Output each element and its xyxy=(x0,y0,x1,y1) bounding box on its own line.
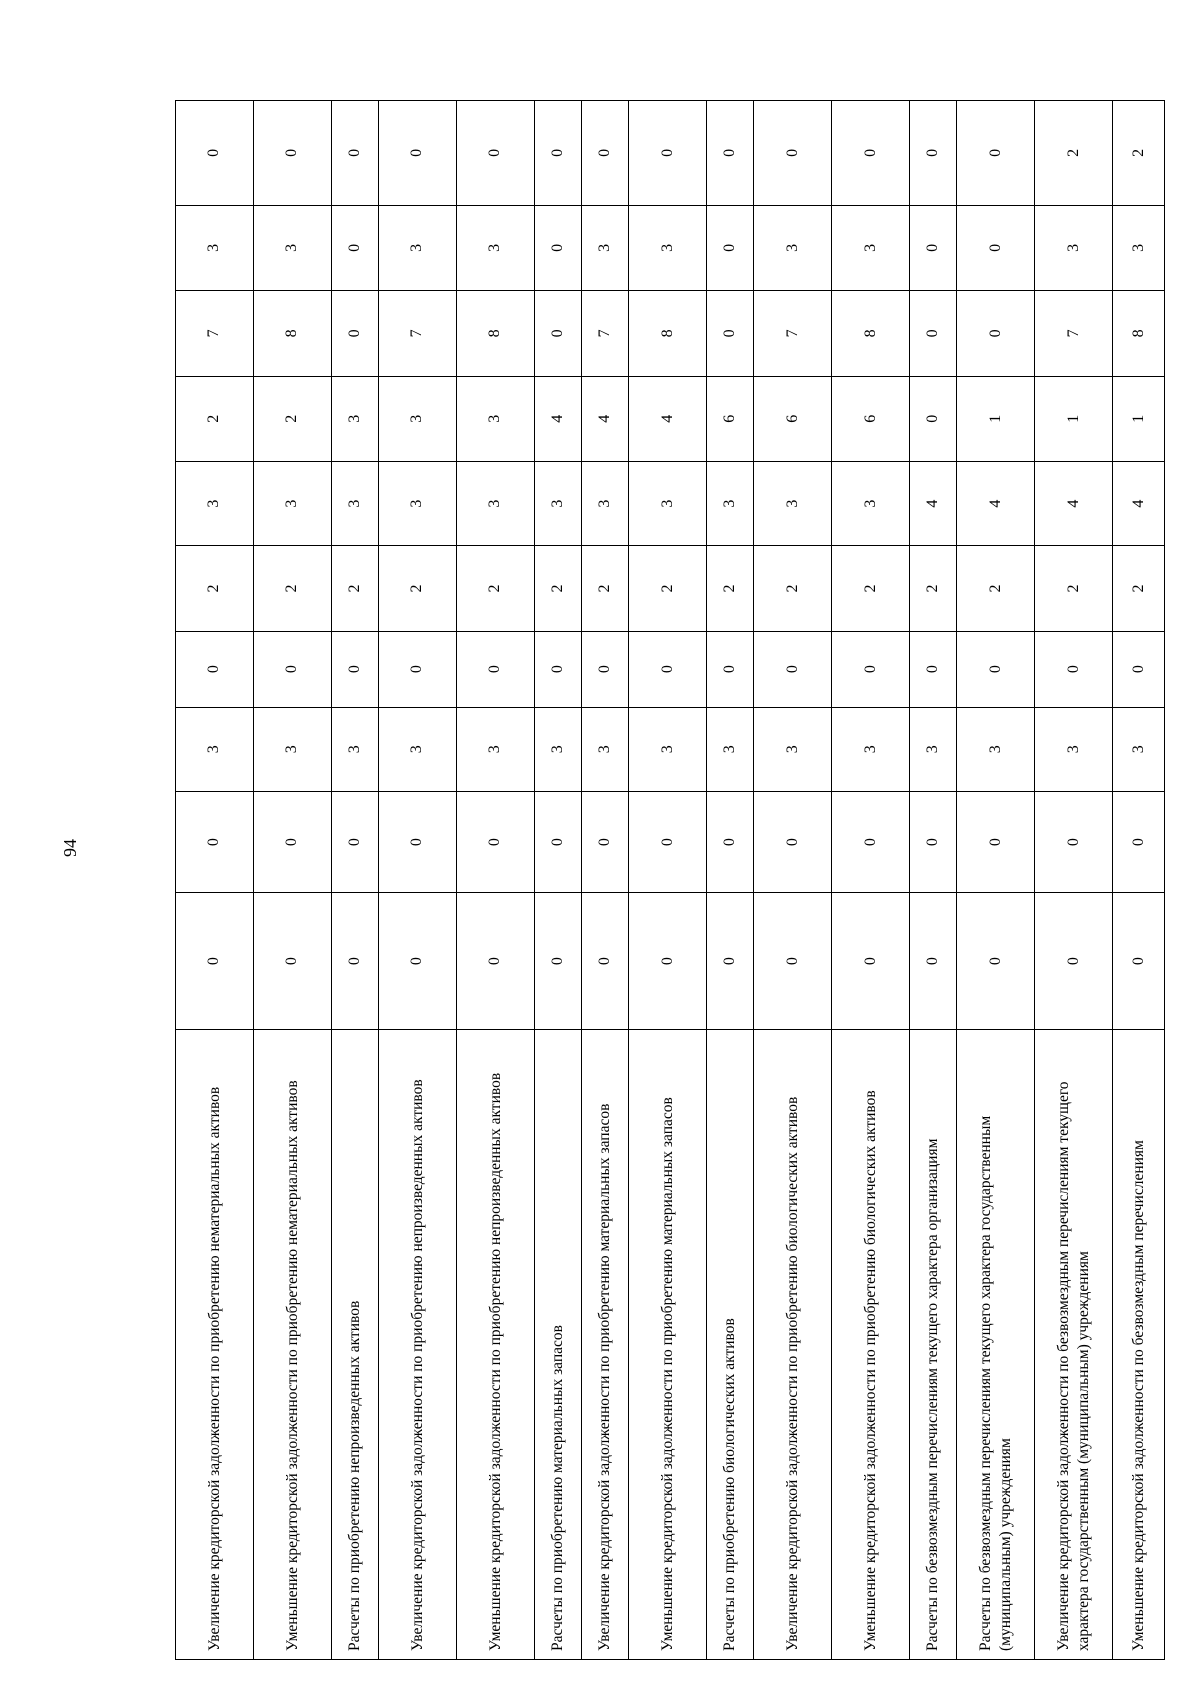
code-cell: 2 xyxy=(707,546,754,631)
code-cell: 0 xyxy=(331,631,378,707)
code-cell: 0 xyxy=(707,205,754,290)
code-cell: 0 xyxy=(534,205,581,290)
code-cell: 2 xyxy=(629,546,707,631)
row-description: Расчеты по приобретению биологических активов xyxy=(707,1030,754,1660)
code-cell: 0 xyxy=(534,631,581,707)
code-cell: 0 xyxy=(1035,791,1113,892)
code-cell: 0 xyxy=(910,205,957,290)
code-cell: 0 xyxy=(754,101,832,206)
code-cell: 3 xyxy=(910,707,957,791)
code-cell: 3 xyxy=(331,707,378,791)
code-cell: 2 xyxy=(176,546,254,631)
code-cell: 3 xyxy=(456,461,534,545)
page-number: 94 xyxy=(60,839,80,857)
table-row xyxy=(1113,101,1165,1660)
code-cell: 0 xyxy=(534,791,581,892)
code-cell: 0 xyxy=(253,791,331,892)
code-cell: 3 xyxy=(456,376,534,461)
table-row xyxy=(176,101,254,1660)
data-table xyxy=(175,100,1165,1660)
code-cell: 0 xyxy=(707,893,754,1030)
code-cell: 3 xyxy=(253,461,331,545)
table-row xyxy=(581,101,628,1660)
code-cell: 3 xyxy=(629,461,707,545)
code-cell: 3 xyxy=(378,461,456,545)
code-cell: 3 xyxy=(629,205,707,290)
code-cell: 3 xyxy=(253,205,331,290)
code-cell: 0 xyxy=(456,631,534,707)
code-cell: 0 xyxy=(378,631,456,707)
code-cell: 3 xyxy=(1113,205,1165,290)
table-row xyxy=(1035,101,1113,1660)
code-cell: 0 xyxy=(754,893,832,1030)
code-cell: 0 xyxy=(957,205,1035,290)
code-cell: 4 xyxy=(629,376,707,461)
code-cell: 3 xyxy=(754,461,832,545)
code-cell: 3 xyxy=(581,205,628,290)
code-cell: 7 xyxy=(176,291,254,376)
code-cell: 0 xyxy=(1035,631,1113,707)
code-cell: 0 xyxy=(331,893,378,1030)
code-cell: 0 xyxy=(957,101,1035,206)
code-cell: 0 xyxy=(957,291,1035,376)
code-cell: 0 xyxy=(910,291,957,376)
code-cell: 0 xyxy=(581,101,628,206)
code-cell: 2 xyxy=(581,546,628,631)
code-cell: 4 xyxy=(1113,461,1165,545)
code-cell: 0 xyxy=(707,631,754,707)
code-cell: 3 xyxy=(832,461,910,545)
code-cell: 0 xyxy=(581,631,628,707)
code-cell: 2 xyxy=(456,546,534,631)
code-cell: 3 xyxy=(456,707,534,791)
code-cell: 3 xyxy=(1035,205,1113,290)
code-cell: 2 xyxy=(176,376,254,461)
code-cell: 0 xyxy=(456,791,534,892)
code-cell: 3 xyxy=(581,707,628,791)
code-cell: 2 xyxy=(1035,546,1113,631)
table-row xyxy=(629,101,707,1660)
code-cell: 3 xyxy=(581,461,628,545)
code-cell: 0 xyxy=(534,893,581,1030)
code-cell: 4 xyxy=(1035,461,1113,545)
code-cell: 0 xyxy=(331,205,378,290)
code-cell: 7 xyxy=(1035,291,1113,376)
code-cell: 4 xyxy=(534,376,581,461)
code-cell: 3 xyxy=(754,205,832,290)
row-description: Расчеты по приобретению непроизведенных активов xyxy=(331,1030,378,1660)
code-cell: 0 xyxy=(629,791,707,892)
code-cell: 3 xyxy=(957,707,1035,791)
code-cell: 3 xyxy=(331,461,378,545)
code-cell: 0 xyxy=(176,893,254,1030)
code-cell: 3 xyxy=(456,205,534,290)
code-cell: 2 xyxy=(832,546,910,631)
code-cell: 0 xyxy=(707,791,754,892)
code-cell: 0 xyxy=(456,101,534,206)
code-cell: 0 xyxy=(629,101,707,206)
code-cell: 2 xyxy=(378,546,456,631)
code-cell: 3 xyxy=(176,461,254,545)
code-cell: 0 xyxy=(534,101,581,206)
code-cell: 3 xyxy=(176,205,254,290)
code-cell: 4 xyxy=(910,461,957,545)
code-cell: 2 xyxy=(957,546,1035,631)
code-cell: 3 xyxy=(534,707,581,791)
code-cell: 7 xyxy=(754,291,832,376)
code-cell: 2 xyxy=(253,546,331,631)
code-cell: 0 xyxy=(957,893,1035,1030)
row-description: Расчеты по безвозмездным перечислениям текущего характера государственным (муниципальным) учреждениям xyxy=(957,1030,1035,1660)
code-cell: 0 xyxy=(957,631,1035,707)
code-cell: 8 xyxy=(832,291,910,376)
code-cell: 3 xyxy=(1035,707,1113,791)
code-cell: 4 xyxy=(581,376,628,461)
code-cell: 0 xyxy=(176,631,254,707)
code-cell: 3 xyxy=(378,707,456,791)
code-cell: 0 xyxy=(832,101,910,206)
code-cell: 6 xyxy=(754,376,832,461)
code-cell: 2 xyxy=(754,546,832,631)
code-cell: 0 xyxy=(754,631,832,707)
row-description: Уменьшение кредиторской задолженности по приобретению непроизведенных активов xyxy=(456,1030,534,1660)
code-cell: 3 xyxy=(534,461,581,545)
code-cell: 0 xyxy=(331,291,378,376)
code-cell: 8 xyxy=(253,291,331,376)
table-row xyxy=(832,101,910,1660)
table-row xyxy=(754,101,832,1660)
code-cell: 6 xyxy=(832,376,910,461)
code-cell: 0 xyxy=(707,101,754,206)
code-cell: 0 xyxy=(629,893,707,1030)
code-cell: 3 xyxy=(176,707,254,791)
code-cell: 0 xyxy=(534,291,581,376)
code-cell: 0 xyxy=(957,791,1035,892)
code-cell: 2 xyxy=(1113,546,1165,631)
code-cell: 0 xyxy=(378,893,456,1030)
code-cell: 0 xyxy=(378,791,456,892)
code-cell: 8 xyxy=(629,291,707,376)
code-cell: 0 xyxy=(331,791,378,892)
code-cell: 0 xyxy=(832,791,910,892)
code-cell: 6 xyxy=(707,376,754,461)
code-cell: 0 xyxy=(176,101,254,206)
code-cell: 0 xyxy=(456,893,534,1030)
row-description: Уменьшение кредиторской задолженности по приобретению биологических активов xyxy=(832,1030,910,1660)
code-cell: 3 xyxy=(707,707,754,791)
code-cell: 2 xyxy=(1113,101,1165,206)
code-cell: 0 xyxy=(331,101,378,206)
table-container xyxy=(175,100,1165,1660)
code-cell: 0 xyxy=(910,791,957,892)
code-cell: 0 xyxy=(832,631,910,707)
code-cell: 3 xyxy=(832,707,910,791)
code-cell: 3 xyxy=(707,461,754,545)
code-cell: 0 xyxy=(707,291,754,376)
code-cell: 4 xyxy=(957,461,1035,545)
code-cell: 2 xyxy=(1035,101,1113,206)
code-cell: 8 xyxy=(1113,291,1165,376)
code-cell: 2 xyxy=(534,546,581,631)
code-cell: 2 xyxy=(910,546,957,631)
code-cell: 1 xyxy=(1113,376,1165,461)
code-cell: 7 xyxy=(378,291,456,376)
code-cell: 3 xyxy=(378,205,456,290)
code-cell: 0 xyxy=(253,101,331,206)
row-description: Уменьшение кредиторской задолженности по приобретению материальных запасов xyxy=(629,1030,707,1660)
table-row xyxy=(910,101,957,1660)
table-row xyxy=(378,101,456,1660)
row-description: Увеличение кредиторской задолженности по приобретению нематериальных активов xyxy=(176,1030,254,1660)
row-description: Расчеты по безвозмездным перечислениям текущего характера организациям xyxy=(910,1030,957,1660)
code-cell: 0 xyxy=(253,893,331,1030)
code-cell: 1 xyxy=(957,376,1035,461)
code-cell: 0 xyxy=(754,791,832,892)
table-row xyxy=(534,101,581,1660)
row-description: Уменьшение кредиторской задолженности по приобретению нематериальных активов xyxy=(253,1030,331,1660)
code-cell: 3 xyxy=(253,707,331,791)
code-cell: 0 xyxy=(378,101,456,206)
code-cell: 3 xyxy=(832,205,910,290)
code-cell: 0 xyxy=(176,791,254,892)
row-description: Расчеты по приобретению материальных запасов xyxy=(534,1030,581,1660)
row-description: Увеличение кредиторской задолженности по приобретению биологических активов xyxy=(754,1030,832,1660)
code-cell: 0 xyxy=(1113,631,1165,707)
code-cell: 3 xyxy=(378,376,456,461)
code-cell: 0 xyxy=(910,631,957,707)
row-description: Увеличение кредиторской задолженности по безвозмездным перечислениям текущего характера государственным (муниципальным) учреждениям xyxy=(1035,1030,1113,1660)
code-cell: 0 xyxy=(1035,893,1113,1030)
code-cell: 8 xyxy=(456,291,534,376)
code-cell: 0 xyxy=(253,631,331,707)
code-cell: 0 xyxy=(629,631,707,707)
table-row xyxy=(957,101,1035,1660)
code-cell: 1 xyxy=(1035,376,1113,461)
code-cell: 0 xyxy=(1113,791,1165,892)
row-description: Уменьшение кредиторской задолженности по безвозмездным перечислениям xyxy=(1113,1030,1165,1660)
code-cell: 3 xyxy=(629,707,707,791)
code-cell: 0 xyxy=(581,893,628,1030)
code-cell: 0 xyxy=(832,893,910,1030)
table-row xyxy=(456,101,534,1660)
table-row xyxy=(253,101,331,1660)
row-description: Увеличение кредиторской задолженности по приобретению непроизведенных активов xyxy=(378,1030,456,1660)
code-cell: 2 xyxy=(331,546,378,631)
code-cell: 0 xyxy=(910,376,957,461)
code-cell: 3 xyxy=(754,707,832,791)
code-cell: 0 xyxy=(1113,893,1165,1030)
table-row xyxy=(331,101,378,1660)
row-description: Увеличение кредиторской задолженности по приобретению материальных запасов xyxy=(581,1030,628,1660)
rotated-table xyxy=(175,100,1165,1660)
code-cell: 3 xyxy=(331,376,378,461)
code-cell: 0 xyxy=(910,893,957,1030)
table-body xyxy=(176,101,1165,1660)
code-cell: 0 xyxy=(581,791,628,892)
table-row xyxy=(707,101,754,1660)
code-cell: 3 xyxy=(1113,707,1165,791)
code-cell: 7 xyxy=(581,291,628,376)
code-cell: 0 xyxy=(910,101,957,206)
code-cell: 2 xyxy=(253,376,331,461)
